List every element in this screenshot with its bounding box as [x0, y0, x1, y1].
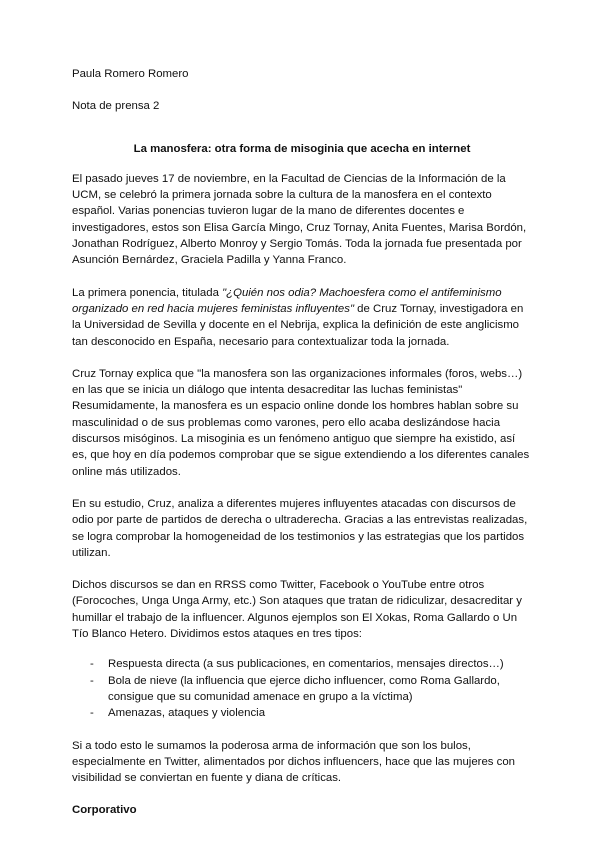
paragraph-first-talk-rest: de Cruz Tornay, investigadora en la Universidad de Sevilla y docente en el Nebrija, explica la definición de este anglicismo tan desconocido en España, necesario para contextualizar toda la jornada.: [72, 302, 524, 348]
paragraph-definition-summary: Resumidamente, la manosfera es un espacio online donde los hombres hablan sobre su masculinidad o de sus problemas como varones, pero ello acaba deslizándose hacia discursos misóginos. La misoginia es un fenómeno antiguo que siempre ha existido, así es, que hoy en día podemos comprobar que se sigue extendiendo a los diferentes canales online más utilizados.: [72, 400, 530, 478]
author-name: Paula Romero Romero: [72, 68, 189, 80]
list-item: [72, 705, 532, 721]
talk-title: "¿Quién nos odia? Machoesfera como el antifeminismo organizado en red hacia mujeres feministas influyentes": [72, 286, 502, 315]
paragraph-hoaxes: Si a todo esto le sumamos la poderosa arma de información que son los bulos, especialmente en Twitter, alimentados por dichos influencers, hace que las mujeres con visibilidad se conviertan en fuente y diana de críticas.: [72, 739, 516, 785]
list-item: [72, 656, 532, 672]
paragraph-networks: Dichos discursos se dan en RRSS como Twitter, Facebook o YouTube entre otros (Forocoches, Unga Unga Army, etc.) Son ataques que tratan de ridiculizar, desacreditar y humillar el trabajo de la influencer. Algunos ejemplos son El Xokas, Roma Gallardo o Un Tío Blanco Hetero. Dividimos estos ataques en tres tipos:: [72, 579, 522, 641]
paragraph-intro: El pasado jueves 17 de noviembre, en la Facultad de Ciencias de la Información de la UCM, se celebró la primera jornada sobre la cultura de la manosfera en el contexto español. Varias ponencias tuvieron lugar de la mano de diferentes docentes e investigadores, estos son Elisa García Mingo, Cruz Tornay, Anita Fuentes, Marisa Bordón, Jonathan Rodríguez, Alberto Monroy y Sergio Tomás. Toda la jornada fue presentada por Asunción Bernárdez, Graciela Padilla y Yanna Franco.: [72, 172, 527, 267]
note-label: Nota de prensa 2: [72, 100, 160, 113]
paragraph-first-talk-lead: La primera ponencia, titulada: [72, 286, 223, 299]
list-item-text: Respuesta directa (a sus publicaciones, en comentarios, mensajes directos…): [108, 658, 504, 671]
paragraph-definition-quote: Cruz Tornay explica que "la manosfera son las organizaciones informales (foros, webs…) en las que se inicia un diálogo que intenta desacreditar las luchas feministas": [72, 367, 523, 397]
list-item: [72, 673, 532, 706]
list-item-text: Bola de nieve (la influencia que ejerce dicho influencer, como Roma Gallardo, consigue que su comunidad amenace en grupo a la víctima): [108, 674, 500, 703]
section-heading: Corporativo: [72, 804, 137, 817]
article-title: La manosfera: otra forma de misoginia que acecha en internet: [133, 142, 471, 155]
paragraph-first-talk: [72, 285, 532, 350]
document-page: [72, 66, 532, 819]
list-dash: -: [90, 674, 94, 687]
paragraph-study: En su estudio, Cruz, analiza a diferentes mujeres influyentes atacadas con discursos de odio por parte de partidos de derecha o ultraderecha. Gracias a las entrevistas realizadas, se logra comprobar la homogeneidad de los testimonios y las estrategias que los partidos utilizan.: [72, 497, 528, 559]
list-dash: -: [90, 707, 94, 720]
list-dash: -: [90, 658, 94, 671]
attack-types-list: [72, 656, 532, 721]
list-item-text: Amenazas, ataques y violencia: [108, 707, 266, 720]
